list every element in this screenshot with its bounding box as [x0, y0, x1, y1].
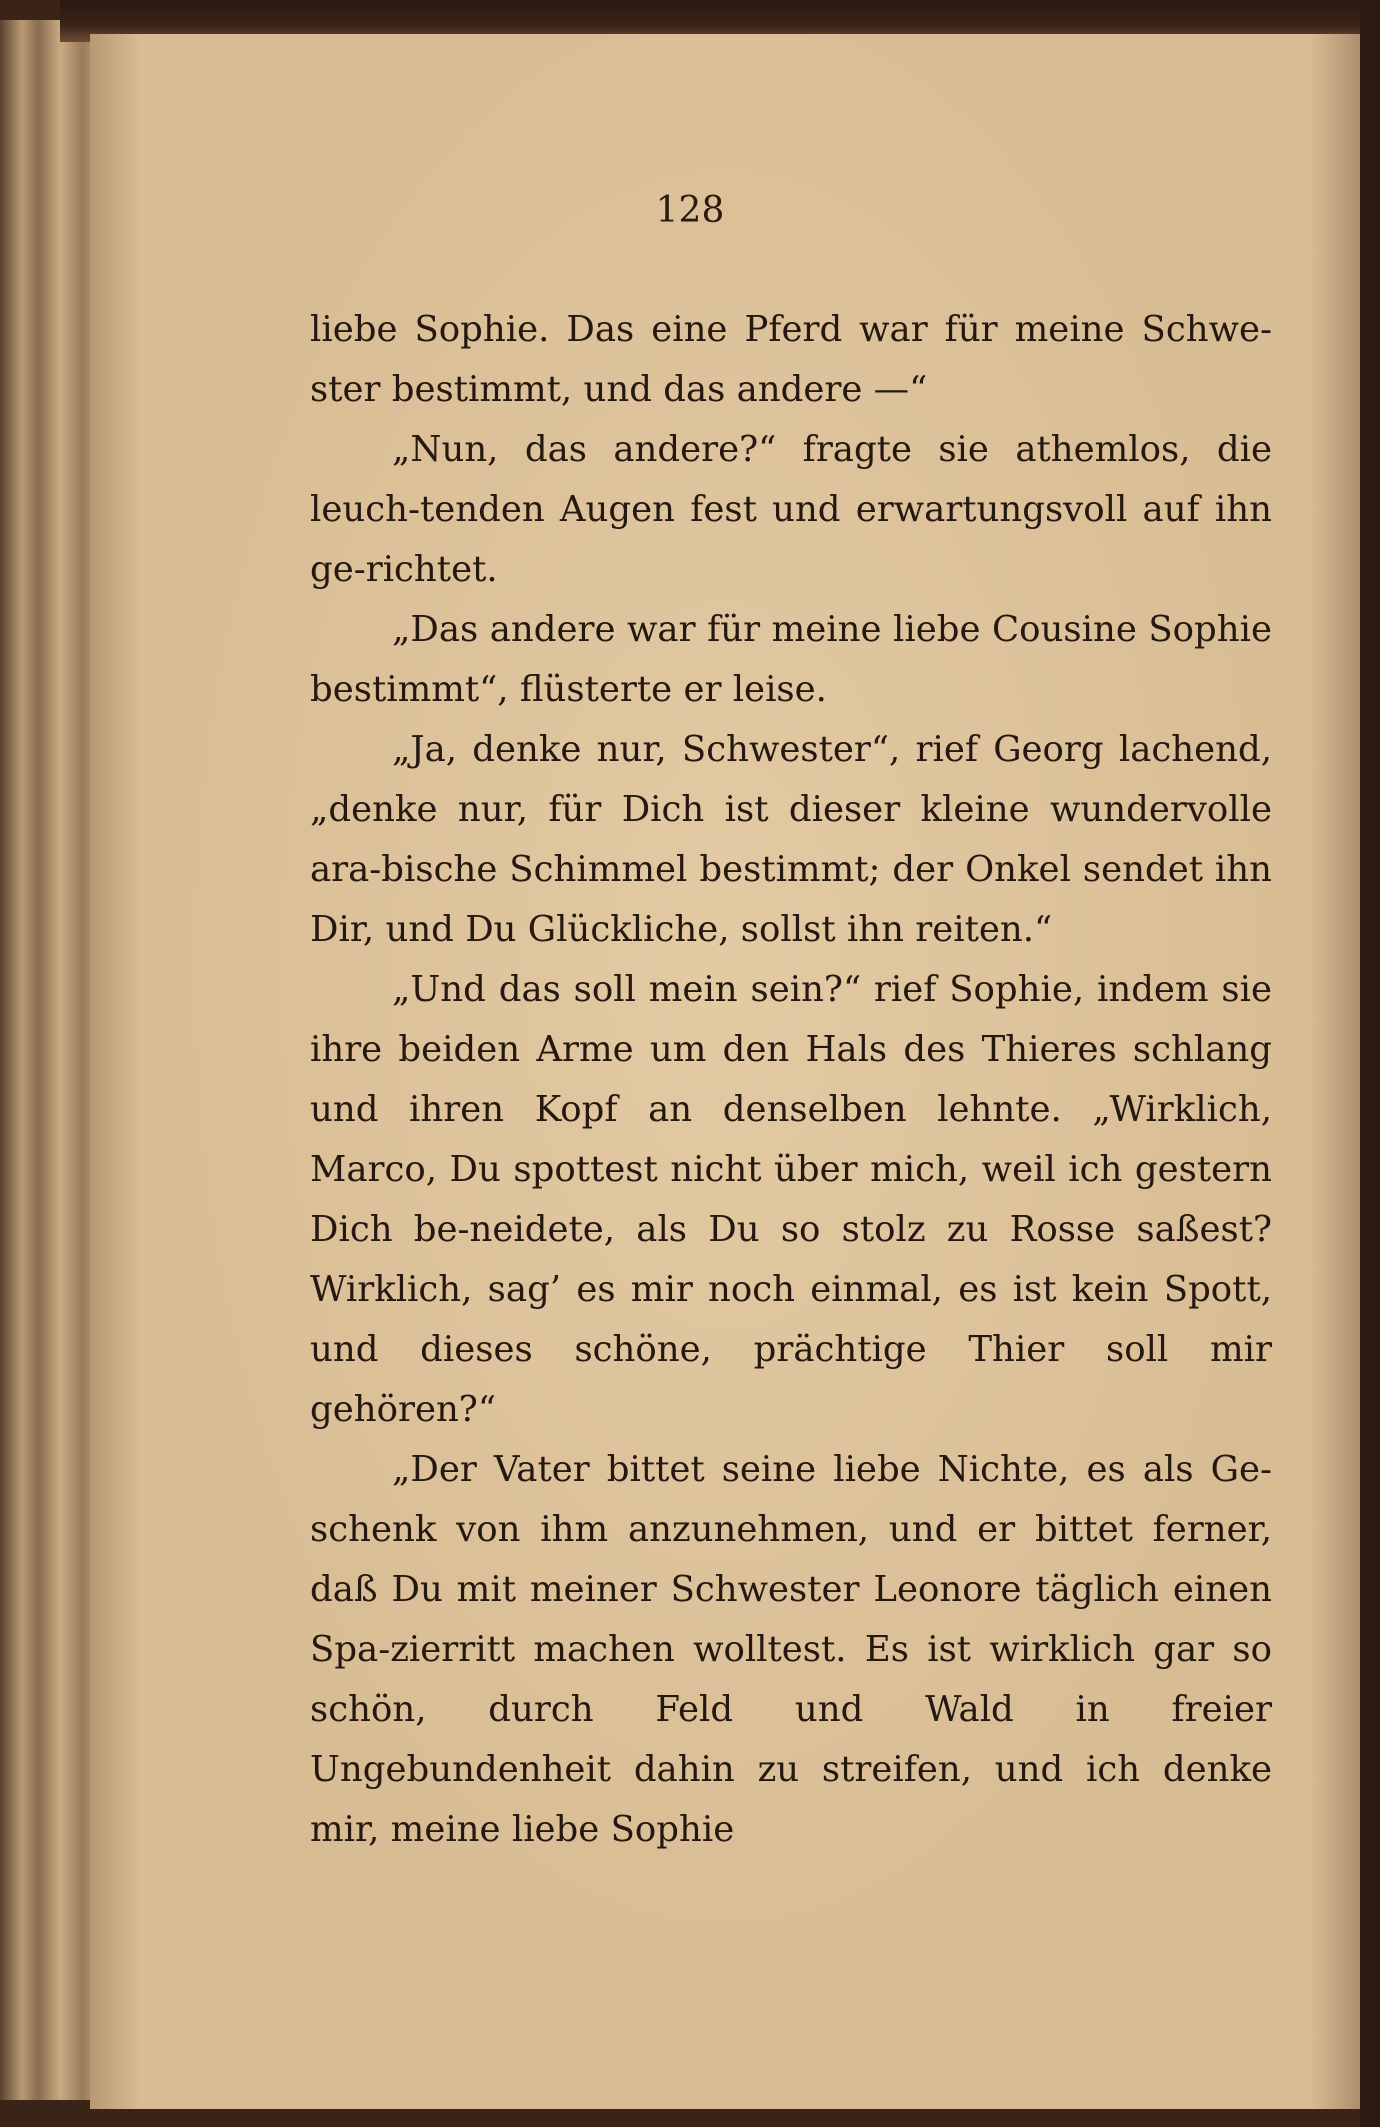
page-text: [310, 300, 1272, 1860]
book-spine: [1360, 0, 1380, 2127]
paragraph: liebe Sophie. Das eine Pferd war für meine Schwe-ster bestimmt, und das andere —“: [310, 309, 1272, 410]
paragraph: „Das andere war für meine liebe Cousine Sophie bestimmt“, flüsterte er leise.: [310, 609, 1272, 710]
paragraph: „Ja, denke nur, Schwester“, rief Georg lachend, „denke nur, für Dich ist dieser kleine wundervolle ara-bische Schimmel bestimmt; der Onkel sendet ihn Dir, und Du Glückliche, sollst ihn reiten.“: [310, 729, 1272, 950]
paragraph: „Und das soll mein sein?“ rief Sophie, indem sie ihre beiden Arme um den Hals des Thieres schlang und ihren Kopf an denselben lehnte. „Wirklich, Marco, Du spottest nicht über mich, weil ich gestern Dich be-neidete, als Du so stolz zu Rosse saßest? Wirklich, sag’ es mir noch einmal, es ist kein Spott, und dieses schöne, prächtige Thier soll mir gehören?“: [310, 969, 1272, 1430]
page-number: 128: [655, 190, 725, 231]
paragraph: „Der Vater bittet seine liebe Nichte, es als Ge-schenk von ihm anzunehmen, und er bittet ferner, daß Du mit meiner Schwester Leonore täglich einen Spa-zierritt machen wolltest. Es ist wirklich gar so schön, durch Feld und Wald in freier Ungebundenheit dahin zu streifen, und ich denke mir, meine liebe Sophie: [310, 1449, 1272, 1850]
paragraph: „Nun, das andere?“ fragte sie athemlos, die leuch-tenden Augen fest und erwartungsvoll auf ihn ge-richtet.: [310, 429, 1272, 590]
